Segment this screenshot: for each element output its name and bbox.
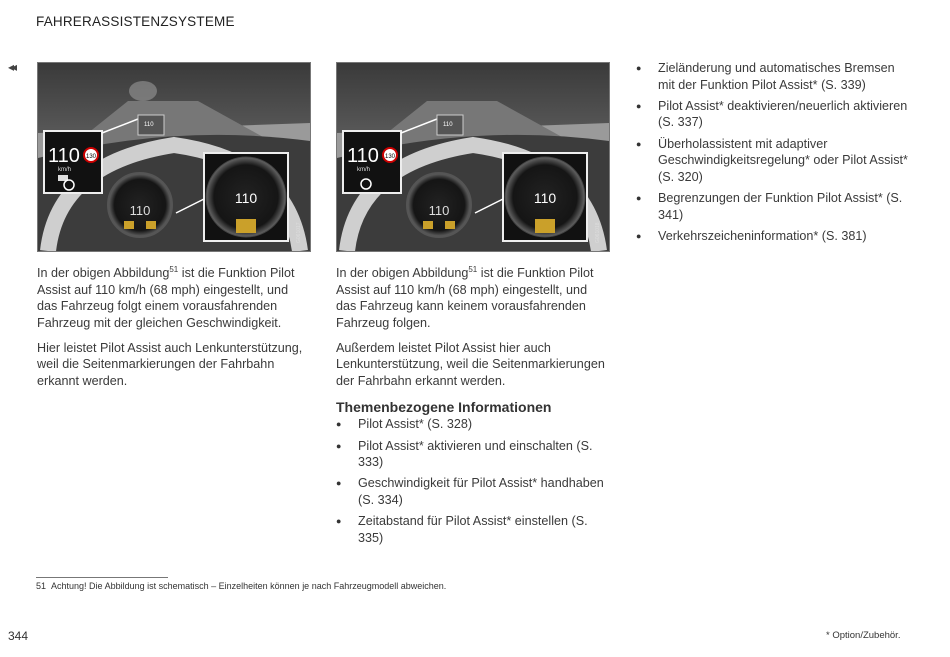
related-info-heading: Themenbezogene Informationen [336, 399, 552, 416]
related-link[interactable]: ● Begrenzungen der Funktion Pilot Assist* (S. 341) [636, 190, 908, 223]
svg-text:110: 110 [144, 122, 154, 128]
middle-column [336, 262, 606, 551]
hud-speed: 110 [48, 145, 80, 167]
hud-unit: km/h [58, 167, 72, 173]
speed-limit-sign: 130 [85, 154, 97, 160]
mini-cluster-speed: 110 [428, 203, 450, 218]
hud-unit: km/h [357, 167, 371, 173]
cluster-speed: 110 [234, 190, 258, 206]
footnote [36, 581, 446, 591]
footnote-text: Achtung! Die Abbildung ist schematisch – Einzelheiten können je nach Fahrzeugmodell abweichen. [51, 581, 447, 591]
related-link[interactable]: ● Überholassistent mit adaptiver Geschwindigkeitsregelung* oder Pilot Assist* (S. 320) [636, 136, 908, 186]
figure-pilot-assist-no-vehicle [336, 62, 610, 252]
related-link[interactable]: ● Geschwindigkeit für Pilot Assist* handhaben (S. 334) [336, 475, 606, 508]
related-link[interactable]: ● Zeitabstand für Pilot Assist* einstellen (S. 335) [336, 513, 606, 546]
related-link[interactable]: ● Verkehrszeicheninformation* (S. 381) [636, 228, 908, 245]
right-column [636, 60, 908, 249]
option-note: * Option/Zubehör. [826, 630, 901, 641]
related-links-list [636, 60, 908, 244]
paragraph: Außerdem leistet Pilot Assist hier auch Lenkunterstützung, weil die Seitenmarkierungen der Fahrbahn erkannt werden. [336, 340, 605, 388]
paragraph: Hier leistet Pilot Assist auch Lenkunterstützung, weil die Seitenmarkierungen der Fahrbahn erkannt werden. [37, 340, 303, 388]
figure-pilot-assist-following [37, 62, 311, 252]
chapter-title: FAHRERASSISTENZSYSTEME [36, 14, 235, 29]
footnote-divider [36, 577, 168, 578]
svg-text:110: 110 [443, 122, 453, 128]
related-links-list [336, 416, 606, 546]
cluster-speed: 110 [533, 190, 557, 206]
hud-speed: 110 [347, 145, 379, 167]
image-code: G061018 [595, 222, 601, 243]
image-code: G061017 [296, 222, 302, 243]
mini-cluster-speed: 110 [129, 203, 151, 218]
double-chevron-left-icon[interactable]: ◂◂ [8, 60, 15, 74]
page-number: 344 [8, 629, 29, 643]
left-column [37, 262, 307, 389]
related-link[interactable]: ● Pilot Assist* deaktivieren/neuerlich aktivieren (S. 337) [636, 98, 908, 131]
footnote-ref[interactable]: 51 [169, 265, 179, 274]
paragraph: In der obigen Abbildung$^{51}$ ist die Funktion Pilot Assist auf 110 km/h (68 mph) eingestellt, und das Fahrzeug folgt einem vorausfahrenden Fahrzeug mit der gleichen Geschwindigkeit. [37, 265, 295, 330]
speed-limit-sign: 130 [384, 154, 396, 160]
related-link[interactable]: ● Zieländerung und automatisches Bremsen mit der Funktion Pilot Assist* (S. 339) [636, 60, 908, 93]
footnote-number: 51 [36, 581, 47, 591]
paragraph: In der obigen Abbildung$^{51}$ ist die Funktion Pilot Assist auf 110 km/h (68 mph) eingestellt, und das Fahrzeug kann keinem vorausfahrenden Fahrzeug folgen. [336, 265, 594, 330]
related-link[interactable]: ● Pilot Assist* aktivieren und einschalten (S. 333) [336, 438, 606, 471]
footnote-ref[interactable]: 51 [468, 265, 478, 274]
related-link[interactable]: ● Pilot Assist* (S. 328) [336, 416, 606, 433]
